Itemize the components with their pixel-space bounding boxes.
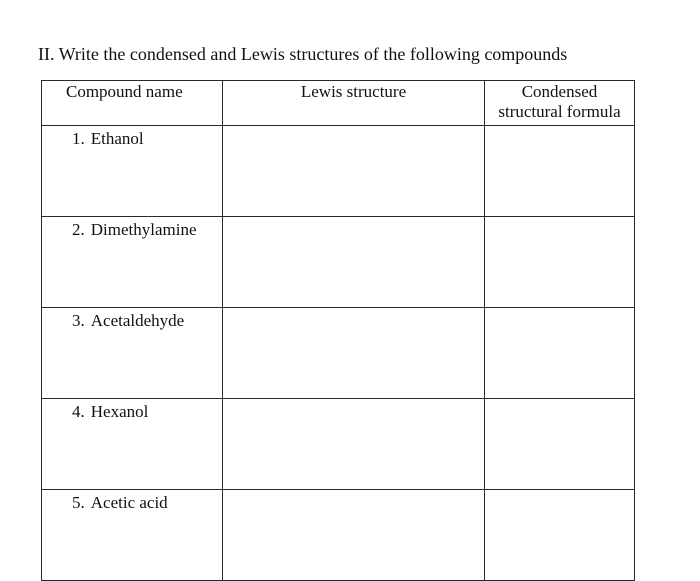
compound-name-cell [42, 399, 223, 490]
compound-name: Acetaldehyde [90, 311, 185, 330]
table-row [42, 490, 635, 581]
column-header-compound-name: Compound name [42, 81, 223, 126]
compound-name-cell [42, 490, 223, 581]
lewis-structure-answer-cell[interactable] [223, 126, 485, 217]
table-row [42, 399, 635, 490]
lewis-structure-answer-cell[interactable] [223, 399, 485, 490]
condensed-formula-answer-cell[interactable] [485, 308, 635, 399]
condensed-formula-answer-cell[interactable] [485, 126, 635, 217]
compound-name-cell [42, 308, 223, 399]
row-number: 3. [72, 311, 85, 330]
condensed-header-line2: structural formula [498, 102, 621, 121]
compound-name-cell [42, 126, 223, 217]
table-row [42, 308, 635, 399]
row-number: 1. [72, 129, 85, 148]
column-header-lewis-structure: Lewis structure [223, 81, 485, 126]
condensed-formula-answer-cell[interactable] [485, 399, 635, 490]
row-number: 4. [72, 402, 85, 421]
worksheet-heading: II. Write the condensed and Lewis structures of the following compounds [38, 44, 568, 64]
table-header-row [42, 81, 635, 126]
column-header-condensed-formula [485, 81, 635, 126]
compound-name: Ethanol [90, 129, 144, 148]
condensed-header-line1: Condensed [521, 82, 598, 101]
row-number: 2. [72, 220, 85, 239]
compound-name: Dimethylamine [90, 220, 197, 239]
compound-name: Hexanol [90, 402, 149, 421]
compound-table [41, 80, 635, 581]
row-number: 5. [72, 493, 85, 512]
compound-name-cell [42, 217, 223, 308]
table-row [42, 126, 635, 217]
table-row [42, 217, 635, 308]
condensed-formula-answer-cell[interactable] [485, 490, 635, 581]
condensed-formula-answer-cell[interactable] [485, 217, 635, 308]
lewis-structure-answer-cell[interactable] [223, 217, 485, 308]
compound-name: Acetic acid [90, 493, 168, 512]
lewis-structure-answer-cell[interactable] [223, 490, 485, 581]
lewis-structure-answer-cell[interactable] [223, 308, 485, 399]
